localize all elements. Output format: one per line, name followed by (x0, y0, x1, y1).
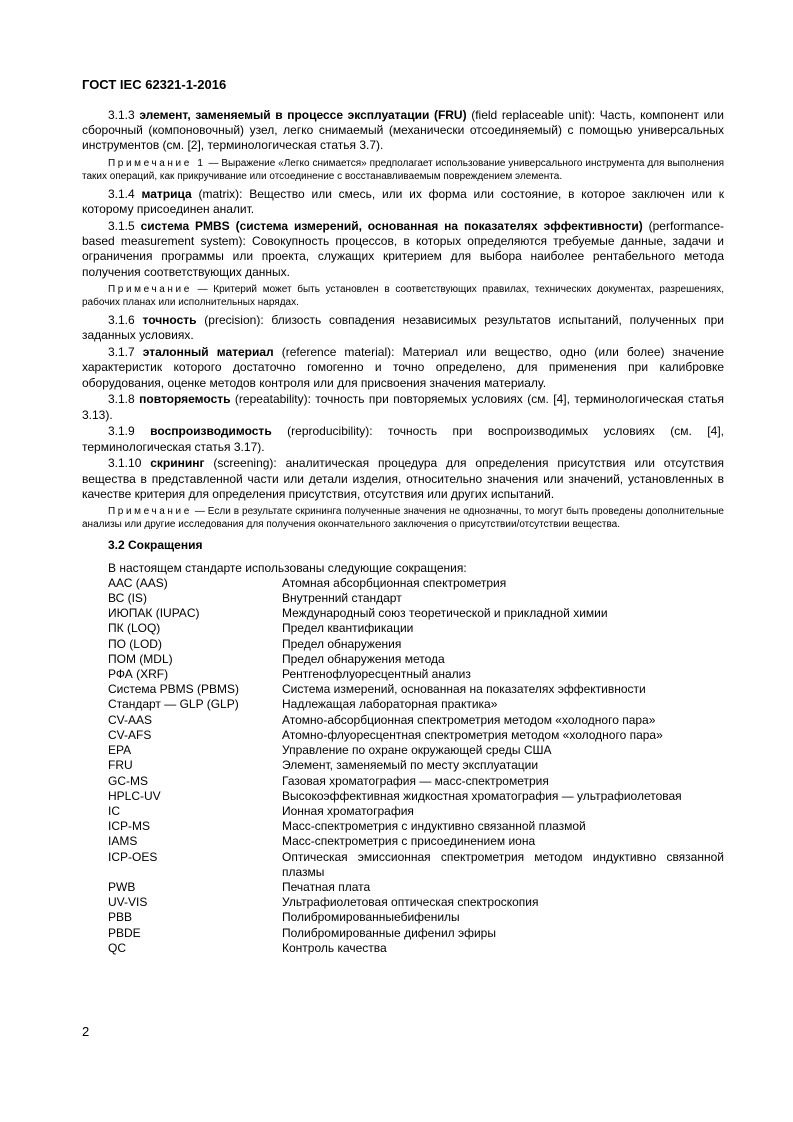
abbreviation-row (108, 606, 724, 621)
note-label: Примечание (108, 506, 192, 518)
note-label: Примечание 1 (108, 157, 206, 169)
abbreviation: IC (108, 803, 120, 818)
abbreviation: ВС (IS) (108, 591, 147, 606)
abbreviation-row (108, 728, 724, 743)
abbreviation-meaning: Надлежащая лабораторная практика» (282, 697, 498, 712)
abbreviation-meaning: Предел квантификации (282, 621, 414, 636)
abbreviation: Стандарт — GLP (GLP) (108, 697, 239, 712)
definition-3-1-3 (82, 108, 724, 154)
abbreviation: EPA (108, 743, 132, 758)
abbreviation: UV-VIS (108, 895, 148, 910)
abbreviation-row (108, 941, 724, 956)
abbreviation-row (108, 652, 724, 667)
abbreviation: ААС (AAS) (108, 575, 168, 590)
definition-number: 3.1.4 (108, 187, 135, 202)
abbreviation-row (108, 697, 724, 712)
definition-text: (reference material): Материал или вещество, одно (или более) значение характеристик которого достаточно гомогенно и точно определено, для применения при калибровке оборудования, оценке методов контроля или для присвоения значения материалу. (82, 345, 725, 390)
definition-number: 3.1.6 (108, 313, 135, 328)
abbreviation-row (108, 667, 724, 682)
definition-term: воспроизводимость (150, 424, 272, 439)
definition-3-1-6 (82, 313, 724, 343)
abbreviation-meaning: Газовая хроматография — масс-спектрометрия (282, 773, 549, 788)
note (82, 505, 724, 531)
definition-term: система PMBS (система измерений, основанная на показателях эффективности) (140, 219, 643, 234)
abbreviation-meaning: Управление по охране окружающей среды США (282, 743, 552, 758)
abbreviation-meaning: Атомная абсорбционная спектрометрия (282, 575, 507, 590)
abbreviation-row (108, 758, 724, 773)
abbreviation-row (108, 637, 724, 652)
definition-term: скрининг (150, 456, 205, 471)
definition-text: (screening): аналитическая процедура для определения присутствия или отсутствия вещества в представленной части или детали изделия, относительно значения или значений, установленных в качестве критерия для определения присутствия, отсутствия или других испытаний. (82, 456, 724, 501)
abbreviation: ПО (LOD) (108, 636, 162, 651)
abbreviation: IAMS (108, 834, 138, 849)
page-content (82, 108, 724, 956)
abbreviation: CV-AFS (108, 727, 152, 742)
abbreviation: PWB (108, 879, 136, 894)
abbreviation-meaning: Предел обнаружения метода (282, 651, 445, 666)
definition-term: повторяемость (139, 392, 231, 407)
definition-text: (field replaceable unit): Часть, компонент или сборочный (компоновочный) узел, легко снимаемый (механически отсоединяемый) с помощью универсальных инструментов (см. [2], терминологическая статья 3.7). (82, 108, 724, 153)
abbreviation-meaning: Высокоэффективная жидкостная хроматография — ультрафиолетовая (282, 788, 682, 803)
abbreviation-meaning: Международный союз теоретической и прикладной химии (282, 606, 608, 621)
abbreviation-meaning: Внутренний стандарт (282, 591, 402, 606)
abbreviation-meaning: Оптическая эмиссионная спектрометрия методом индуктивно связанной плазмы (282, 849, 724, 879)
definition-number: 3.1.7 (108, 345, 135, 360)
abbreviation-meaning: Полибромированныебифенилы (282, 910, 460, 925)
abbreviation-list (108, 576, 724, 956)
definition-number: 3.1.9 (108, 424, 135, 439)
abbreviation: GC-MS (108, 773, 148, 788)
definition-number: 3.1.3 (108, 108, 135, 122)
definition-3-1-4 (82, 187, 724, 217)
definition-term: эталонный материал (142, 345, 274, 360)
abbreviation-row (108, 880, 724, 895)
abbreviation-row (108, 774, 724, 789)
abbreviation-row (108, 621, 724, 636)
abbreviation: FRU (108, 758, 133, 773)
definition-number: 3.1.10 (108, 456, 142, 471)
definition-term: точность (142, 313, 197, 328)
abbreviation-meaning: Печатная плата (282, 879, 371, 894)
abbreviation-meaning: Предел обнаружения (282, 636, 402, 651)
abbreviation: ICP-OES (108, 849, 158, 864)
section-intro: В настоящем стандарте использованы следующие сокращения: (108, 560, 467, 575)
abbreviation: ПОМ (MDL) (108, 651, 173, 666)
abbreviation: PBB (108, 910, 133, 925)
abbreviation-meaning: Атомно-флуоресцентная спектрометрия методом «холодного пара» (282, 727, 663, 742)
definition-3-1-8 (82, 392, 724, 422)
abbreviation-row (108, 682, 724, 697)
definition-number: 3.1.5 (108, 219, 135, 234)
definition-text: (reproducibility): точность при воспроизводимых условиях (см. [4], терминологическая статья 3.17). (82, 424, 724, 454)
abbreviation: ICP-MS (108, 819, 150, 834)
definition-3-1-7 (82, 345, 724, 391)
section-title: 3.2 Сокращения (108, 538, 203, 553)
abbreviation-row (108, 713, 724, 728)
abbreviation-meaning: Полибромированные дифенил эфиры (282, 925, 496, 940)
abbreviation-row (108, 926, 724, 941)
abbreviation-row (108, 910, 724, 925)
abbreviation-meaning: Контроль качества (282, 940, 387, 955)
abbreviation: PBDE (108, 925, 141, 940)
note (82, 283, 724, 309)
definition-term: элемент, заменяемый в процессе эксплуатации (FRU) (139, 108, 467, 122)
abbreviation-meaning: Система измерений, основанная на показателях эффективности (282, 682, 646, 697)
definition-3-1-5 (82, 219, 724, 280)
abbreviation-row (108, 576, 724, 591)
definition-text: (performance-based measurement system): Совокупность процессов, в которых определяются требуемые данные, задачи и ограничения программы или проекта, служащих критерием для выбора наиболее рентабельного метода получения соответствующих данных. (82, 219, 724, 279)
abbreviation-row (108, 819, 724, 834)
note-label: Примечание (108, 283, 192, 295)
abbreviation-meaning: Элемент, заменяемый по месту эксплуатации (282, 758, 539, 773)
definition-number: 3.1.8 (108, 392, 135, 407)
note-text: — Если в результате скрининга полученные значения не однозначны, то могут быть проведены дополнительные анализы или другие исследования для получения окончательного заключения о присутствии/отсутствии вещества. (82, 506, 724, 531)
definition-text: (repeatability): точность при повторяемых условиях (см. [4], терминологическая статья 3.13). (82, 392, 724, 422)
abbreviation-meaning: Ультрафиолетовая оптическая спектроскопия (282, 895, 539, 910)
abbreviation-row (108, 895, 724, 910)
definition-term: матрица (141, 187, 192, 202)
note (82, 157, 724, 183)
abbreviation: QC (108, 940, 126, 955)
abbreviation: ИЮПАК (IUPAC) (108, 606, 200, 621)
abbreviation-row (108, 850, 724, 880)
page-number: 2 (82, 1024, 90, 1039)
abbreviation: РФА (XRF) (108, 667, 169, 682)
abbreviation-meaning: Масс-спектрометрия с индуктивно связанной плазмой (282, 819, 586, 834)
definition-text: (matrix): Вещество или смесь, или их форма или состояние, в которое заключен или к которому присоединен аналит. (82, 187, 724, 217)
document-header: ГОСТ IEC 62321-1-2016 (82, 77, 227, 92)
abbreviation-meaning: Масс-спектрометрия с присоединением иона (282, 834, 536, 849)
definition-3-1-10 (82, 456, 724, 502)
definition-text: (precision): близость совпадения независимых результатов испытаний, полученных при заданных условиях. (82, 313, 724, 343)
abbreviation: ПК (LOQ) (108, 621, 161, 636)
abbreviation: CV-AAS (108, 712, 153, 727)
abbreviation-row (108, 591, 724, 606)
abbreviation: Система PBMS (PBMS) (108, 682, 240, 697)
abbreviation-row (108, 804, 724, 819)
definition-3-1-9 (82, 424, 724, 454)
note-text: — Критерий может быть установлен в соответствующих правилах, технических документах, разрешениях, рабочих планах или исполнительных нарядах. (82, 283, 724, 309)
note-text: — Выражение «Легко снимается» предполагает использование универсального инструмента для выполнения таких операций, как прикручивание или отсоединение с восстанавливаемым повреждением элемента. (82, 157, 725, 182)
abbreviation-meaning: Ионная хроматография (282, 803, 414, 818)
abbreviation-row (108, 789, 724, 804)
abbreviation: HPLC-UV (108, 788, 161, 803)
abbreviation-meaning: Атомно-абсорбционная спектрометрия методом «холодного пара» (282, 712, 656, 727)
abbreviation-row (108, 834, 724, 849)
abbreviation-meaning: Рентгенофлуоресцентный анализ (282, 667, 471, 682)
abbreviation-row (108, 743, 724, 758)
